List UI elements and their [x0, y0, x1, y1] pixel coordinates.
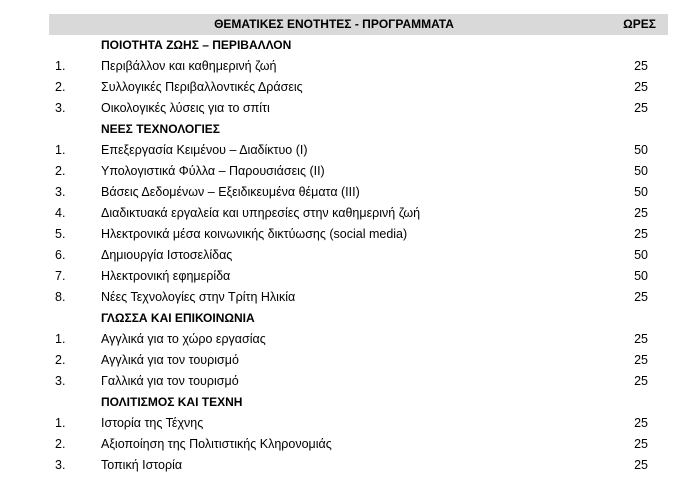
table-row: [0, 413, 693, 434]
program-name: Οικολογικές λύσεις για το σπίτι: [101, 101, 270, 115]
row-number: 3.: [55, 101, 66, 115]
program-hours: 25: [634, 101, 648, 115]
program-hours: 25: [634, 227, 648, 241]
program-hours: 25: [634, 437, 648, 451]
row-number: 4.: [55, 206, 66, 220]
table-row: [0, 434, 693, 455]
program-hours: 25: [634, 290, 648, 304]
table-row: [0, 98, 693, 119]
section-title: ΓΛΩΣΣΑ ΚΑΙ ΕΠΙΚΟΙΝΩΝΙΑ: [101, 311, 255, 325]
program-name: Ιστορία της Τέχνης: [101, 416, 204, 430]
program-name: Επεξεργασία Κειμένου – Διαδίκτυο (Ι): [101, 143, 308, 157]
program-hours: 25: [634, 353, 648, 367]
section-title: ΠΟΙΟΤΗΤΑ ΖΩΗΣ – ΠΕΡΙΒΑΛΛΟΝ: [101, 38, 292, 52]
table-row: [0, 140, 693, 161]
program-hours: 25: [634, 80, 648, 94]
table-row: [0, 266, 693, 287]
program-hours: 50: [634, 269, 648, 283]
table-row: [0, 161, 693, 182]
row-number: 2.: [55, 164, 66, 178]
row-number: 3.: [55, 458, 66, 472]
section-heading: [0, 119, 693, 140]
section-heading: [0, 35, 693, 56]
row-number: 1.: [55, 332, 66, 346]
row-number: 2.: [55, 437, 66, 451]
row-number: 3.: [55, 374, 66, 388]
row-number: 1.: [55, 143, 66, 157]
table-row: [0, 203, 693, 224]
section-title: ΝΕΕΣ ΤΕΧΝΟΛΟΓΙΕΣ: [101, 122, 220, 136]
section-title: ΠΟΛΙΤΙΣΜΟΣ ΚΑΙ ΤΕΧΝΗ: [101, 395, 243, 409]
section-heading: [0, 308, 693, 329]
program-name: Ηλεκτρονικά μέσα κοινωνικής δικτύωσης (social media): [101, 227, 408, 241]
row-number: 2.: [55, 353, 66, 367]
program-name: Διαδικτυακά εργαλεία και υπηρεσίες στην καθημερινή ζωή: [101, 206, 421, 220]
table-row: [0, 56, 693, 77]
table-row: [0, 182, 693, 203]
row-number: 8.: [55, 290, 66, 304]
program-name: Νέες Τεχνολογίες στην Τρίτη Ηλικία: [101, 290, 296, 304]
program-hours: 50: [634, 143, 648, 157]
program-hours: 25: [634, 374, 648, 388]
row-number: 7.: [55, 269, 66, 283]
header-title: ΘΕΜΑΤΙΚΕΣ ΕΝΟΤΗΤΕΣ - ΠΡΟΓΡΑΜΜΑΤΑ: [214, 17, 454, 31]
table-row: [0, 224, 693, 245]
program-name: Τοπική Ιστορία: [101, 458, 183, 472]
program-hours: 25: [634, 458, 648, 472]
table-header: [49, 14, 668, 35]
program-hours: 25: [634, 206, 648, 220]
table-row: [0, 350, 693, 371]
program-hours: 25: [634, 332, 648, 346]
program-name: Γαλλικά για τον τουρισμό: [101, 374, 239, 388]
header-hours: ΩΡΕΣ: [623, 17, 656, 31]
table-row: [0, 287, 693, 308]
program-hours: 50: [634, 248, 648, 262]
program-name: Ηλεκτρονική εφημερίδα: [101, 269, 231, 283]
program-name: Υπολογιστικά Φύλλα – Παρουσιάσεις (ΙΙ): [101, 164, 325, 178]
program-name: Αξιοποίηση της Πολιτιστικής Κληρονομιάς: [101, 437, 332, 451]
program-hours: 25: [634, 416, 648, 430]
table-row: [0, 371, 693, 392]
section-heading: [0, 392, 693, 413]
row-number: 1.: [55, 416, 66, 430]
row-number: 1.: [55, 59, 66, 73]
table-row: [0, 77, 693, 98]
table-row: [0, 455, 693, 476]
program-name: Περιβάλλον και καθημερινή ζωή: [101, 59, 277, 73]
row-number: 5.: [55, 227, 66, 241]
table-row: [0, 245, 693, 266]
row-number: 2.: [55, 80, 66, 94]
program-name: Βάσεις Δεδομένων – Εξειδικευμένα θέματα (ΙΙΙ): [101, 185, 360, 199]
program-name: Δημιουργία Ιστοσελίδας: [101, 248, 233, 262]
program-name: Συλλογικές Περιβαλλοντικές Δράσεις: [101, 80, 303, 94]
table-row: [0, 329, 693, 350]
row-number: 6.: [55, 248, 66, 262]
program-hours: 50: [634, 164, 648, 178]
program-name: Αγγλικά για το χώρο εργασίας: [101, 332, 266, 346]
row-number: 3.: [55, 185, 66, 199]
program-name: Αγγλικά για τον τουρισμό: [101, 353, 239, 367]
program-hours: 50: [634, 185, 648, 199]
program-hours: 25: [634, 59, 648, 73]
